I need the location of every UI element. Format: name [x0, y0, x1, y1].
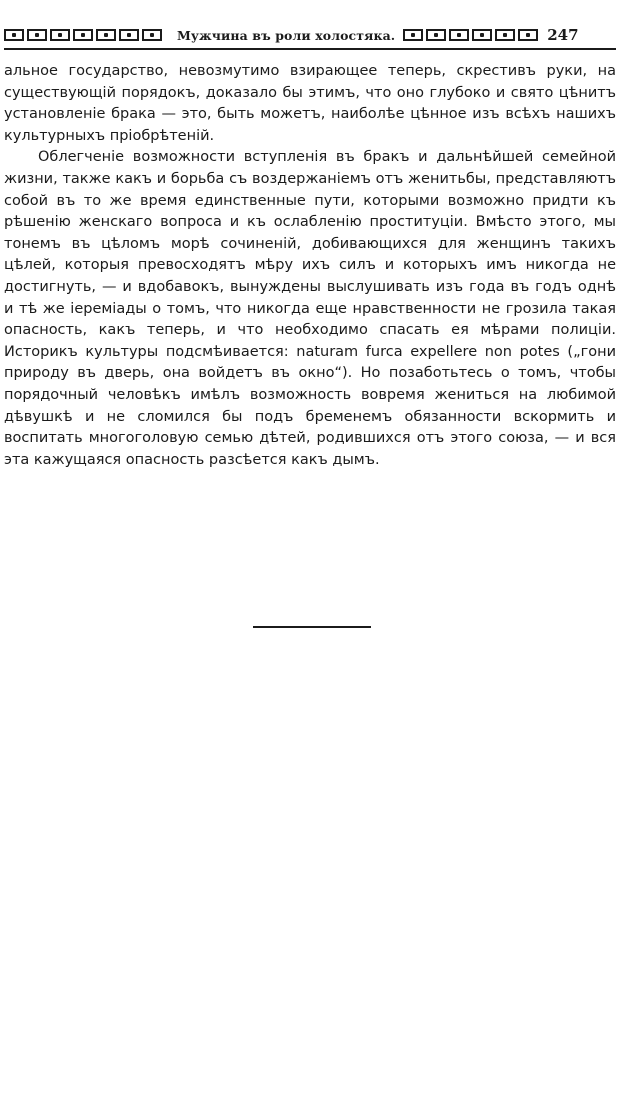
ornament-cell — [403, 29, 423, 41]
ornament-cell — [27, 29, 47, 41]
ornament-cell — [50, 29, 70, 41]
ornament-cell — [495, 29, 515, 41]
ornament-cell — [449, 29, 469, 41]
body-text — [4, 61, 616, 471]
ornament-cell — [472, 29, 492, 41]
ornament-cell — [426, 29, 446, 41]
running-title: Мужчина въ роли холостяка. — [177, 27, 396, 43]
ornament-cell — [4, 29, 24, 41]
ornament-cell — [73, 29, 93, 41]
paragraph-continuation: альное государство, невозмутимо взирающее теперь, скрестивъ руки, на существующій порядокъ, доказало бы этимъ, что оно глубоко и свято цѣнитъ установленіе брака — это, быть можетъ, наиболѣе цѣнное изъ всѣхъ нашихъ культурныхъ пріобрѣтеній. — [4, 63, 616, 144]
running-header — [4, 24, 616, 46]
header-rule — [4, 48, 616, 50]
ornament-cell — [518, 29, 538, 41]
ornament-cell — [96, 29, 116, 41]
ornament-cell — [119, 29, 139, 41]
ornament-cell — [142, 29, 162, 41]
header-ornament-left — [4, 27, 165, 43]
header-ornament-right — [403, 27, 541, 43]
section-end-rule — [253, 626, 371, 628]
paragraph: Облегченіе возможности вступленія въ бракъ и дальнѣйшей семейной жизни, также какъ и борьба съ воздержаніемъ отъ женитьбы, представляютъ собой въ то же время единственные пути, которыми возможно придти къ рѣшенію женскаго вопроса и къ ослабленію проституціи. Вмѣсто этого, мы тонемъ въ цѣломъ морѣ сочиненій, добивающихся для женщинъ такихъ цѣлей, которыя превосходятъ мѣру ихъ силъ и которыхъ имъ никогда не достигнуть, — и вдобавокъ, вынуждены выслушивать изъ года въ годъ однѣ и тѣ же іереміады о томъ, что никогда еще нравственности не грозила такая опасность, какъ теперь, и что необходимо спасать ея мѣрами полиціи. Историкъ культуры подсмѣивается: naturam furca expellere non potes („гони природу въ дверь, она войдетъ въ окно“). Но позаботьтесь о томъ, чтобы порядочный человѣкъ имѣлъ возможность вовремя жениться на любимой дѣвушкѣ и не сломился бы подъ бременемъ обязанности вскормить и воспитать многоголовую семью дѣтей, родившихся отъ этого союза, — и вся эта кажущаяся опасность разсѣется какъ дымъ. — [4, 149, 616, 468]
page-number: 247 — [547, 26, 579, 44]
